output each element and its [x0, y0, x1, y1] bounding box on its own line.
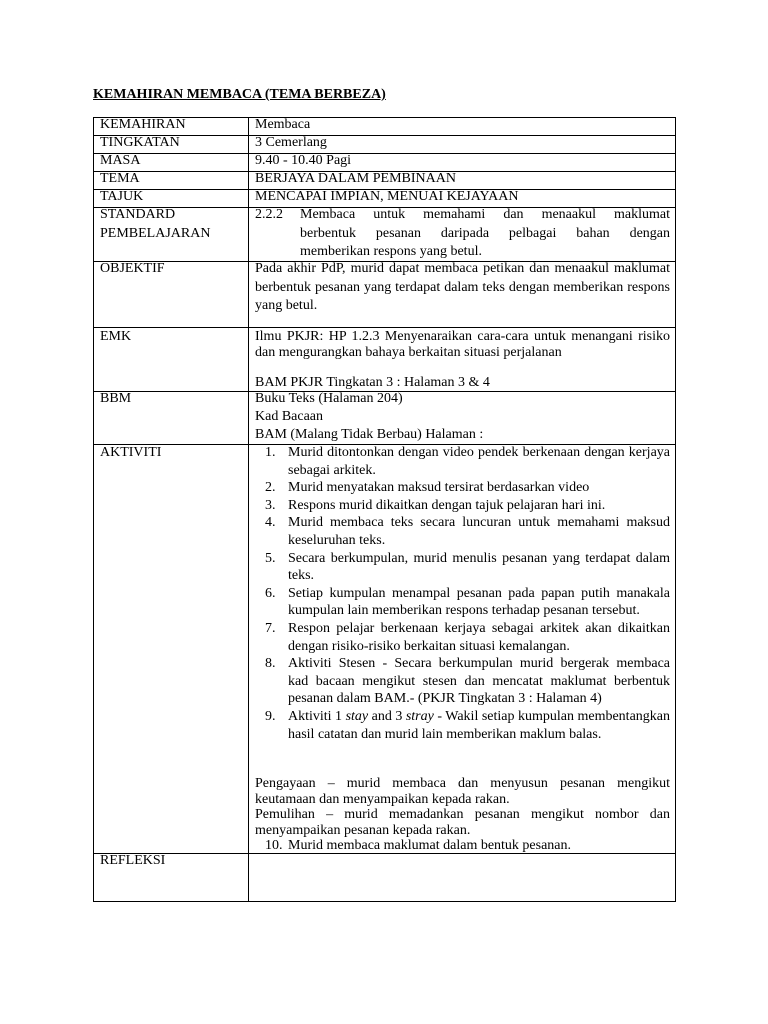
pemulihan-line: menyampaikan pesanan kepada rakan. — [255, 822, 471, 838]
emk-line: Ilmu PKJR: HP 1.2.3 Menyenaraikan cara-cara untuk menangani risiko — [255, 329, 670, 344]
standard-text — [300, 206, 670, 262]
activity-item-line: Murid membaca teks secara luncuran untuk memahami maksud — [288, 515, 670, 531]
activity-item-text — [288, 444, 670, 479]
activity-item — [255, 838, 670, 854]
masa-value: 9.40 - 10.40 Pagi — [255, 153, 352, 168]
tajuk-value-cell — [249, 190, 675, 207]
activity-item — [255, 620, 670, 655]
emk-value-cell — [249, 328, 675, 391]
activity-item-line: pesanan dalam BAM.- (PKJR Tingkatan 3 : Halaman 4) — [288, 691, 602, 707]
objektif-text — [255, 260, 670, 316]
activity-item — [255, 514, 670, 549]
pengayaan-line: Pengayaan – murid membaca dan menyusun pesanan mengikut — [255, 776, 670, 792]
activity-item-number: 2. — [265, 480, 276, 496]
row-emk — [94, 327, 675, 391]
activity-item — [255, 585, 670, 620]
kemahiran-value: Membaca — [255, 117, 311, 132]
tingkatan-value-cell — [249, 136, 675, 153]
bbm-line: Kad Bacaan — [255, 409, 324, 424]
masa-value-cell — [249, 154, 675, 171]
pengayaan-line: keutamaan dan menyampaikan kepada rakan. — [255, 791, 510, 807]
emk-line: dan mengurangkan bahaya berkaitan situasi perjalanan — [255, 345, 562, 360]
bbm-label: BBM — [100, 391, 132, 406]
tema-label-cell — [94, 172, 249, 189]
activity-item-line: keseluruhan teks. — [288, 532, 386, 548]
objektif-value-cell — [249, 262, 675, 327]
refleksi-label: REFLEKSI — [100, 853, 166, 868]
masa-label-cell — [94, 154, 249, 171]
activity-item-text — [288, 655, 670, 708]
activity-item-line — [288, 708, 670, 726]
tajuk-label-cell — [94, 190, 249, 207]
row-bbm — [94, 391, 675, 444]
aktiviti-label-cell — [94, 445, 249, 853]
objektif-line: berbentuk pesanan yang terdapat dalam teks dengan memberikan respons — [255, 279, 670, 295]
activity-item-line: Respon pelajar berkenaan kerjaya sebagai arkitek akan dikaitkan — [288, 620, 670, 636]
activity-item-line: Secara berkumpulan, murid menulis pesanan yang terdapat dalam — [288, 550, 670, 566]
activity-item-line: sebagai arkitek. — [288, 462, 376, 478]
activity-item-text — [288, 514, 670, 549]
emk-text — [255, 329, 670, 391]
bbm-list — [255, 390, 670, 444]
activity-item-line: teks. — [288, 568, 315, 584]
emk-label-cell — [94, 328, 249, 391]
tajuk-label: TAJUK — [100, 189, 144, 204]
objektif-line: Pada akhir PdP, murid dapat membaca petikan dan menaakul maklumat — [255, 261, 670, 276]
row-standard-pembelajaran — [94, 207, 675, 261]
activity-item-line: kumpulan lain memberikan respons terhadap pesanan tersebut. — [288, 603, 640, 619]
row-kemahiran — [94, 118, 675, 135]
activity-item-line: dengan risiko-risiko berkaitan situasi kemalangan. — [288, 638, 570, 654]
pemulihan-line: Pemulihan – murid memadankan pesanan mengikut nombor dan — [255, 807, 670, 823]
activity-item — [255, 497, 670, 515]
tingkatan-label-cell — [94, 136, 249, 153]
standard-value — [255, 206, 670, 262]
document-title: KEMAHIRAN MEMBACA (TEMA BERBEZA) — [93, 87, 386, 102]
activity-item-number: 8. — [265, 656, 276, 672]
kemahiran-label: KEMAHIRAN — [100, 117, 186, 132]
tema-value-cell — [249, 172, 675, 189]
activity-item-number: 9. — [265, 708, 276, 724]
bbm-line: Buku Teks (Halaman 204) — [255, 391, 403, 406]
enrichment-remedial-block — [255, 776, 670, 854]
activity-text-segment: and 3 — [368, 708, 406, 724]
standard-label-line: PEMBELAJARAN — [100, 225, 211, 241]
emk-note: BAM PKJR Tingkatan 3 : Halaman 3 & 4 — [255, 375, 490, 390]
tingkatan-label: TINGKATAN — [100, 135, 180, 150]
activity-item-number: 5. — [265, 550, 276, 566]
activity-item-text — [288, 479, 670, 497]
activity-item-line: Murid ditontonkan dengan video pendek berkenaan dengan kerjaya — [288, 445, 670, 460]
bbm-line: BAM (Malang Tidak Berbau) Halaman : — [255, 427, 484, 442]
activity-item — [255, 444, 670, 479]
standard-label — [100, 206, 248, 243]
standard-label-line: STANDARD — [100, 207, 176, 222]
activity-item — [255, 655, 670, 708]
refleksi-label-cell — [94, 854, 249, 901]
activity-item-text — [288, 620, 670, 655]
activity-text-segment: Aktiviti 1 — [288, 708, 346, 724]
aktiviti-value-cell — [249, 445, 675, 853]
standard-line: memberikan respons yang betul. — [300, 244, 482, 259]
row-aktiviti — [94, 444, 675, 853]
objektif-label-cell — [94, 262, 249, 327]
activity-text-segment: - Wakil setiap kumpulan membentangkan — [433, 708, 671, 724]
activity-item-text — [288, 585, 670, 620]
row-tajuk — [94, 189, 675, 207]
activity-item-line: Murid membaca maklumat dalam bentuk pesanan. — [288, 838, 572, 854]
activity-item-number: 3. — [265, 497, 276, 513]
lesson-plan-table — [93, 117, 676, 902]
tema-value: BERJAYA DALAM PEMBINAAN — [255, 171, 456, 186]
row-masa — [94, 153, 675, 171]
tingkatan-value: 3 Cemerlang — [255, 135, 327, 150]
row-objektif — [94, 261, 675, 327]
bbm-value-cell — [249, 392, 675, 444]
activity-item — [255, 479, 670, 497]
tema-label: TEMA — [100, 171, 140, 186]
masa-label: MASA — [100, 153, 141, 168]
activity-item-line: Aktiviti Stesen - Secara berkumpulan murid bergerak membaca — [288, 656, 670, 672]
activity-item-number: 1. — [265, 445, 276, 460]
refleksi-value-cell — [249, 854, 675, 901]
row-tema — [94, 171, 675, 189]
activity-item-number: 6. — [265, 585, 276, 601]
activity-item-line: Murid menyatakan maksud tersirat berdasarkan video — [288, 480, 590, 496]
italic-term: stay — [345, 708, 369, 724]
activity-item-number: 10. — [265, 838, 283, 854]
bbm-label-cell — [94, 392, 249, 444]
standard-line: berbentuk pesanan daripada pelbagai bahan dengan — [300, 225, 670, 241]
tajuk-value: MENCAPAI IMPIAN, MENUAI KEJAYAAN — [255, 189, 519, 204]
objektif-line: yang betul. — [255, 298, 318, 313]
kemahiran-label-cell — [94, 118, 249, 135]
activity-item-text — [288, 550, 670, 585]
objektif-label: OBJEKTIF — [100, 261, 165, 276]
row-tingkatan — [94, 135, 675, 153]
emk-label: EMK — [100, 329, 132, 344]
activity-item-line: Setiap kumpulan menampal pesanan pada papan putih manakala — [288, 585, 670, 601]
activity-item-text — [288, 708, 670, 743]
standard-value-cell — [249, 208, 675, 261]
kemahiran-value-cell — [249, 118, 675, 135]
activity-item-line: kad bacaan mengikut stesen dan mencatat maklumat berbentuk — [288, 673, 670, 689]
standard-line: Membaca untuk memahami dan menaakul maklumat — [300, 207, 670, 222]
activity-item-number: 7. — [265, 620, 276, 636]
italic-term: stray — [405, 708, 434, 724]
activity-item-number: 4. — [265, 515, 276, 531]
standard-code: 2.2.2 — [255, 207, 283, 222]
activity-item-line: hasil catatan dan murid lain memberikan maklum balas. — [288, 726, 602, 742]
standard-label-cell — [94, 208, 249, 261]
activity-item — [255, 550, 670, 585]
row-refleksi — [94, 853, 675, 901]
activity-item — [255, 708, 670, 743]
aktiviti-label: AKTIVITI — [100, 445, 162, 460]
activity-item-line: Respons murid dikaitkan dengan tajuk pelajaran hari ini. — [288, 497, 606, 513]
activity-item-text — [288, 497, 670, 515]
activity-list — [255, 444, 670, 854]
